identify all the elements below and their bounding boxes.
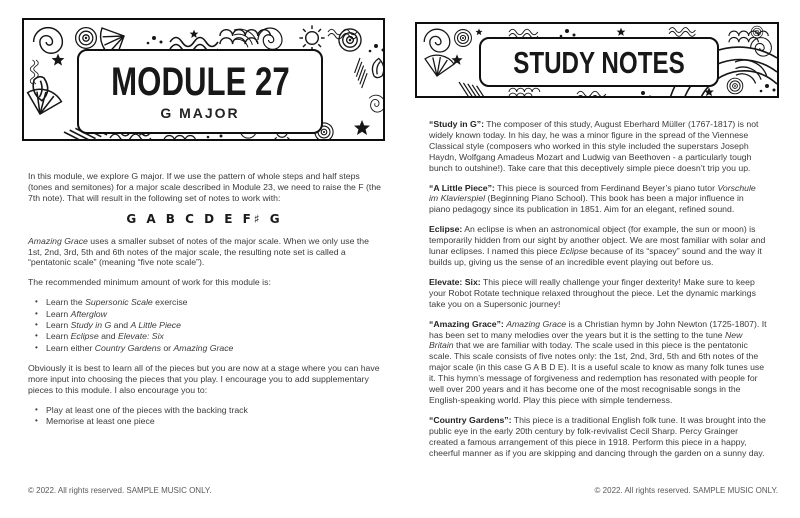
study-notes-title: STUDY NOTES <box>513 44 685 80</box>
copyright-footer-left: © 2022. All rights reserved. SAMPLE MUSIC ONLY. <box>28 486 212 495</box>
list-item: • Learn Afterglow <box>46 309 381 320</box>
study-note-paragraph: “Study in G”: The composer of this study, August Eberhard Müller (1767-1817) is not widely known today. In his day, he was a minor figure in the spread of the Viennese Classical style (composers who worked in this style included the superstars Joseph Haydn, Wolfgang Amadeus Mozart and Ludwig van Beethoven - a particularly tough bunch to outshine!). Take care that this deceptively simple piece doesn’t trip you up. <box>429 119 759 173</box>
recommended-work-list <box>28 297 381 354</box>
list-item: • Memorise at least one piece <box>46 416 381 427</box>
choice-paragraph: Obviously it is best to learn all of the pieces but you are now at a stage where you can have more input into choosing the pieces that you play. I encourage you to add supplementary pieces to this module. I also encourage you to: <box>28 362 380 395</box>
page-study-notes <box>415 0 779 518</box>
module-title-box <box>77 49 323 134</box>
page-module-27 <box>22 0 385 518</box>
module-header <box>22 18 385 141</box>
scale-notes-line: G A B C D E F♯ G <box>126 211 283 226</box>
study-note-paragraph: “A Little Piece”: This piece is sourced from Ferdinand Beyer’s piano tutor Vorschule im Klavierspiel (Beginning Piano School). This book has been a major influence in piano pedagogy since its publication in 1851. Aim for an elegant, refined sound. <box>429 182 756 215</box>
pentatonic-paragraph: Amazing Grace uses a smaller subset of notes of the major scale. When we only use the 1st, 2nd, 3rd, 5th and 6th notes of the major scale, the resulting note set is called a “pentatonic scale” (meaning “five note scale”). <box>28 235 369 268</box>
study-notes-title-box <box>479 37 719 87</box>
list-item: • Learn Eclipse and Elevate: Six <box>46 331 381 342</box>
list-item: • Learn either Country Gardens or Amazing Grace <box>46 343 381 354</box>
encouragement-list <box>28 405 381 427</box>
module-subtitle: G MAJOR <box>160 105 240 121</box>
list-item: • Play at least one of the pieces with the backing track <box>46 405 381 416</box>
study-notes-header <box>415 22 779 98</box>
copyright-footer-right: © 2022. All rights reserved. SAMPLE MUSIC ONLY. <box>594 486 778 495</box>
recommended-line: The recommended minimum amount of work for this module is: <box>28 277 271 288</box>
module-body-text <box>28 171 381 436</box>
intro-paragraph: In this module, we explore G major. If we use the pattern of whole steps and half steps (tones and semitones) for a major scale described in Module 23, we need to raise the F (the 7th note). That will result in the following set of notes to work with: <box>28 171 381 203</box>
study-note-paragraph: “Country Gardens”: This piece is a traditional English folk tune. It was brought into the public eye in the early 20th century by folk-revivalist Cecil Sharp. Percy Grainger created a famous arrangement of this piece in 1918. Perform this piece in a happy, cheerful manner as if you are skipping and dancing through the garden on a sunny day. <box>429 414 766 458</box>
study-note-paragraph: “Amazing Grace”: Amazing Grace is a Christian hymn by John Newton (1725-1807). It has been set to many melodies over the years but it is the setting to the tune New Britain that we are familiar with today. The scale used in this piece is the pentatonic scale. This scale consists of five notes only: the 1st, 2nd, 3rd, 5th and 6th notes of the major scale (in this case G A B D E). It is a useful scale to know as many folk tunes use it. This hymn’s message of forgiveness and redemption has resonated with people for well over 200 years and it has become one of the most recognisable songs in the English-speaking world. Play this piece with simple tenderness. <box>429 318 767 405</box>
list-item: • Learn Study in G and A Little Piece <box>46 320 381 331</box>
study-note-paragraph: Eclipse: An eclipse is when an astronomical object (for example, the sun or moon) is temporarily hidden from our sight by another object. We are most familiar with solar and lunar eclipses. I named this piece Eclipse because of its “spacey” sound and the way it builds up, giving us the sense of an incredible event playing out before us. <box>429 224 766 267</box>
list-item: • Learn the Supersonic Scale exercise <box>46 297 381 308</box>
module-title: MODULE 27 <box>110 60 290 104</box>
study-notes-body-text <box>429 119 767 467</box>
study-note-paragraph: Elevate: Six: This piece will really challenge your finger dexterity! Make sure to keep your Robot Rotate technique relaxed throughout the piece. Let the dynamic markings take you on a Supersonic journey! <box>429 276 756 309</box>
